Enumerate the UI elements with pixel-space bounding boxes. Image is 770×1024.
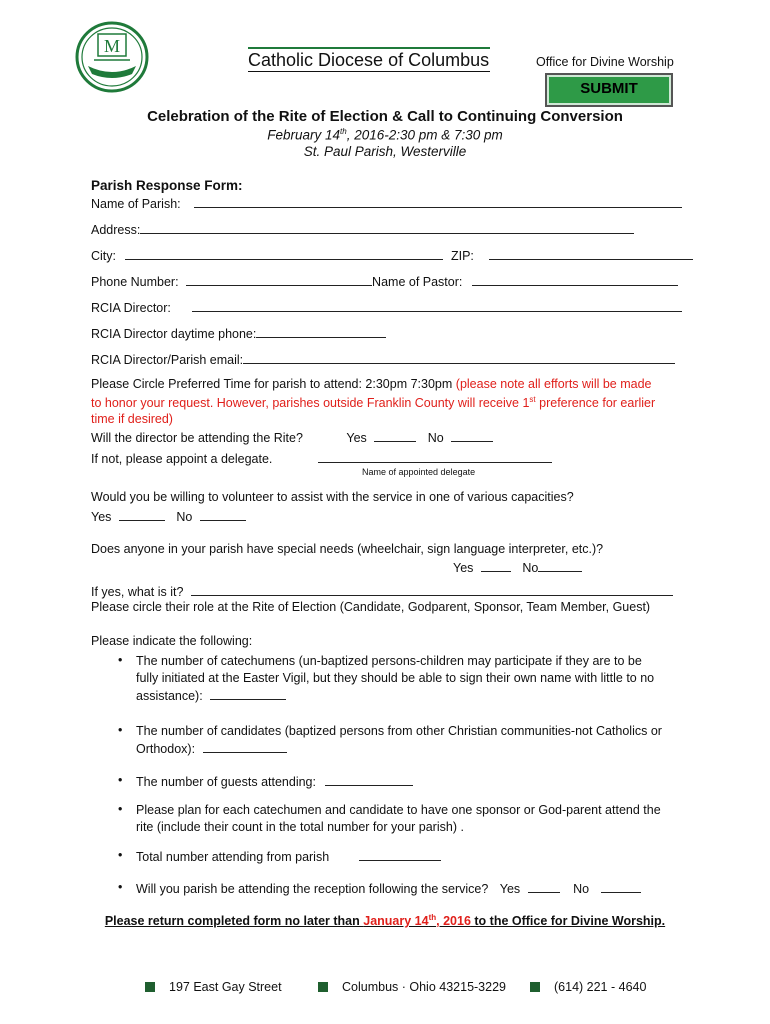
form-heading: Parish Response Form:: [91, 178, 243, 193]
total-attending-field[interactable]: [359, 848, 441, 861]
footer-phone: (614) 221 - 4640: [530, 980, 646, 994]
time-pref-line-3: time if desired): [91, 412, 173, 426]
rcia-director-field[interactable]: [192, 299, 682, 312]
parish-name-row: [91, 195, 682, 211]
catechumens-item: The number of catechumens (un-baptized persons-children may participate if they are to be fully initiated at the Easter Vigil, but they should be able to sign their own name with little to no assistance):: [136, 654, 655, 703]
rcia-email-field[interactable]: [243, 351, 675, 364]
bullet-4: •: [118, 802, 123, 816]
director-no-field[interactable]: [451, 429, 493, 442]
pastor-label: Name of Pastor:: [372, 275, 463, 289]
rcia-email-row: [91, 351, 675, 367]
candidates-count-field[interactable]: [203, 740, 287, 753]
special-needs-answer-row: Yes No: [453, 559, 582, 575]
director-attend-row: Will the director be attending the Rite? Yes No: [91, 429, 493, 445]
square-bullet-icon: [145, 982, 155, 992]
parish-name-label: Name of Parish:: [91, 197, 181, 211]
phone-label: Phone Number:: [91, 275, 179, 289]
diocese-seal-icon: [74, 20, 150, 94]
org-title: Catholic Diocese of Columbus: [248, 50, 490, 70]
reception-no-field[interactable]: [601, 880, 641, 893]
guests-count-field[interactable]: [325, 773, 413, 786]
bullet-3: •: [118, 773, 123, 787]
return-instructions: Please return completed form no later than January 14th, 2016 to the Office for Divine Worship.: [104, 913, 666, 929]
city-field[interactable]: [125, 247, 443, 260]
svg-text:M: M: [103, 36, 121, 56]
time-note-1: (please note all efforts will be made: [455, 377, 652, 391]
director-attend-label: Will the director be attending the Rite?: [91, 431, 303, 445]
phone-pastor-row: [91, 273, 678, 289]
guests-item: The number of guests attending:: [136, 773, 413, 791]
submit-button[interactable]: SUBMIT: [545, 73, 673, 107]
parish-name-field[interactable]: [194, 195, 682, 208]
time-pref-line-1: [91, 377, 652, 391]
rcia-phone-label: RCIA Director daytime phone:: [91, 327, 257, 341]
circle-role-text: Please circle their role at the Rite of Election (Candidate, Godparent, Sponsor, Team Member, Guest): [91, 600, 651, 614]
event-location: St. Paul Parish, Westerville: [303, 144, 467, 159]
bullet-6: •: [118, 880, 123, 894]
address-row: [91, 221, 634, 237]
special-needs-yes-field[interactable]: [481, 559, 511, 572]
rcia-phone-row: [91, 325, 386, 341]
if-yes-label: If yes, what is it?: [91, 585, 184, 599]
title-accent-bar: [248, 47, 490, 49]
rcia-director-row: [91, 299, 682, 315]
candidates-item: The number of candidates (baptized persons from other Christian communities-not Catholics or Orthodox):: [136, 724, 662, 756]
city-label: City:: [91, 249, 116, 263]
zip-field[interactable]: [489, 247, 693, 260]
if-yes-row: [91, 583, 673, 599]
time-pref-label: Please Circle Preferred Time for parish to attend: 2:30pm 7:30pm: [91, 377, 453, 391]
special-needs-no-field[interactable]: [538, 559, 582, 572]
indicate-heading: Please indicate the following:: [91, 634, 253, 648]
volunteer-no-field[interactable]: [200, 508, 246, 521]
event-date: February 14th, 2016-2:30 pm & 7:30 pm: [267, 127, 503, 143]
delegate-caption: Name of appointed delegate: [362, 467, 476, 477]
pastor-field[interactable]: [472, 273, 678, 286]
rcia-email-label: RCIA Director/Parish email:: [91, 353, 244, 367]
address-label: Address:: [91, 223, 141, 237]
phone-field[interactable]: [186, 273, 372, 286]
square-bullet-icon: [318, 982, 328, 992]
bullet-1: •: [118, 653, 123, 667]
director-yes-field[interactable]: [374, 429, 416, 442]
bullet-2: •: [118, 723, 123, 737]
delegate-field[interactable]: [318, 450, 552, 463]
total-attending-item: Total number attending from parish: [136, 848, 441, 866]
special-needs-question: Does anyone in your parish have special needs (wheelchair, sign language interpreter, etc.)?: [91, 542, 604, 556]
event-title: Celebration of the Rite of Election & Call to Continuing Conversion: [147, 108, 623, 125]
rcia-director-label: RCIA Director:: [91, 301, 171, 315]
delegate-label: If not, please appoint a delegate.: [91, 452, 273, 466]
footer-city: Columbus · Ohio 43215-3229: [318, 980, 506, 994]
reception-yes-field[interactable]: [528, 880, 560, 893]
rcia-phone-field[interactable]: [256, 325, 386, 338]
volunteer-answer-row: Yes No: [91, 508, 246, 524]
title-underline: [248, 71, 490, 72]
reception-item: Will you parish be attending the reception following the service? Yes No: [136, 880, 641, 898]
volunteer-yes-field[interactable]: [119, 508, 165, 521]
bullet-5: •: [118, 848, 123, 862]
time-pref-line-2: to honor your request. However, parishes outside Franklin County will receive 1st preference for earlier: [91, 395, 656, 411]
delegate-row: [91, 450, 552, 466]
zip-label: ZIP:: [450, 249, 474, 263]
city-zip-row: [91, 247, 693, 263]
footer-street: 197 East Gay Street: [145, 980, 282, 994]
address-field[interactable]: [140, 221, 634, 234]
office-name: Office for Divine Worship: [536, 55, 674, 69]
volunteer-question: Would you be willing to volunteer to assist with the service in one of various capacities?: [91, 490, 574, 504]
if-yes-field[interactable]: [191, 583, 673, 596]
catechumens-count-field[interactable]: [210, 687, 286, 700]
square-bullet-icon: [530, 982, 540, 992]
sponsor-note-item: Please plan for each catechumen and candidate to have one sponsor or God-parent attend the rite (include their count in the total number for your parish) .: [136, 803, 661, 834]
